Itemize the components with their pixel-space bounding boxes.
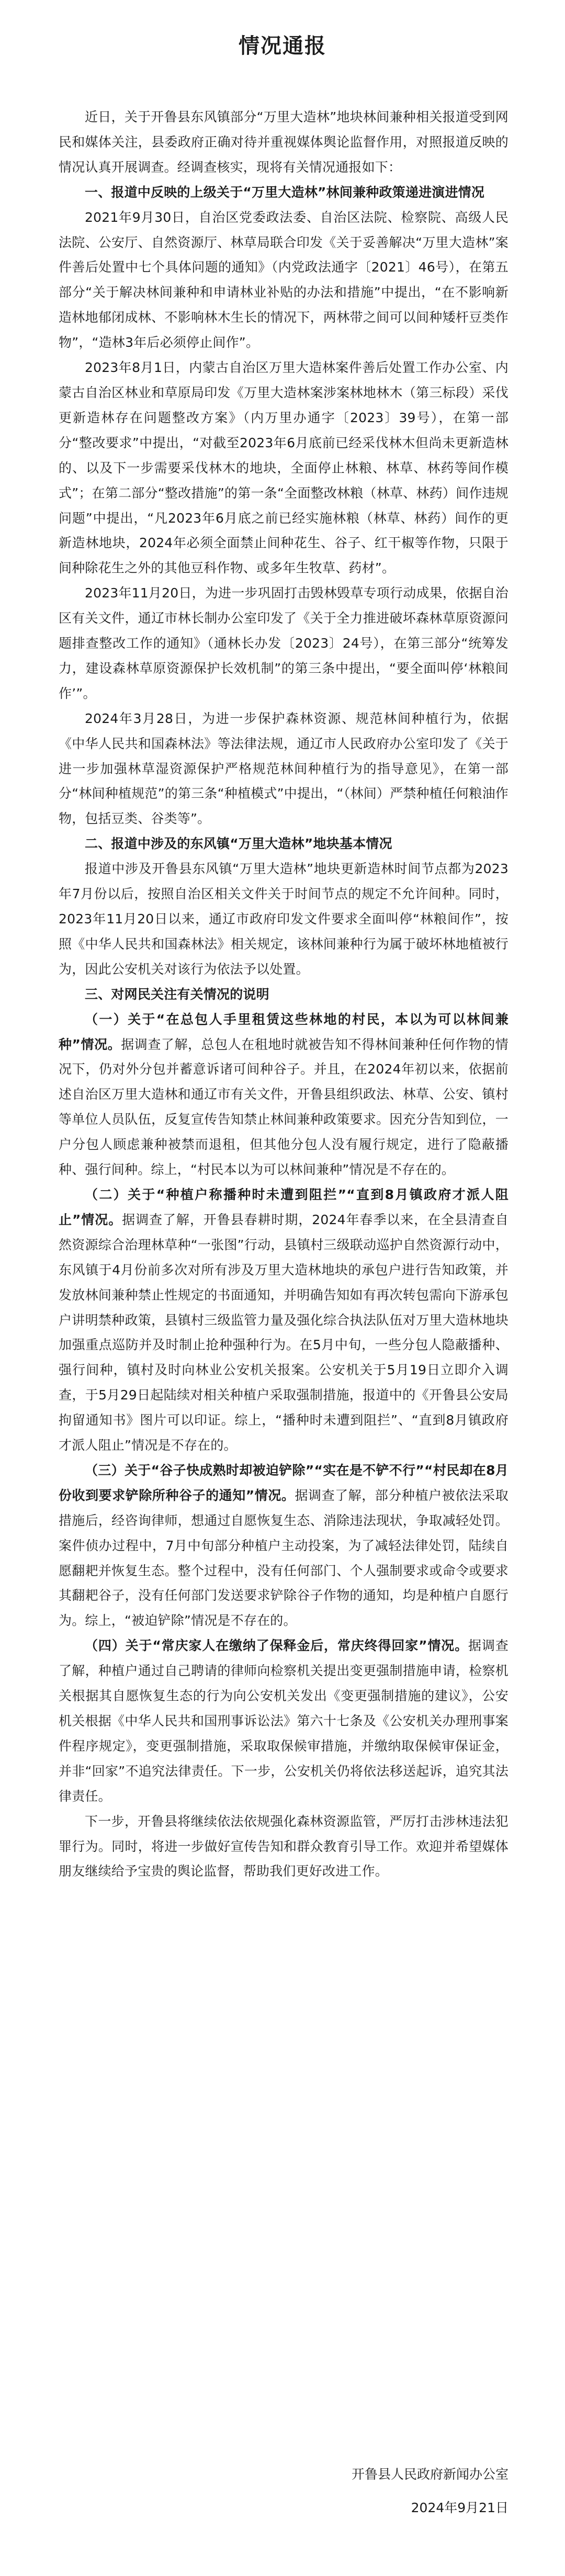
item-3-paragraph <box>59 1458 508 1633</box>
item-2-body: 据调查了解，开鲁县春耕时期，2024年春季以来，在全县清查自然资源综合治理林草种“一张图”行动，县镇村三级联动巡护自然资源行动中，东风镇于4月份前多次对所有涉及万里大造林地块的承包户进行告知政策，并发放林间兼种禁止性规定的书面通知，并明确告知如有再次转包需向下游承包户讲明禁种政策，县镇村三级监管力量及强化综合执法队伍对万里大造林地块加强重点巡防并及时制止抢种强种行为。在5月中旬，一些分包人隐蔽播种、强行间种，镇村及时向林业公安机关报案。公安机关于5月19日立即介入调查，于5月29日起陆续对相关种植户采取强制措施，报道中的《开鲁县公安局拘留通知书》图片可以印证。综上，“播种时未遭到阻拦”、“直到8月镇政府才派人阻止”情况是不存在的。 <box>59 1212 508 1453</box>
section-2-paragraph-1: 报道中涉及开鲁县东风镇“万里大造林”地块更新造林时间节点都为2023年7月份以后，按照自治区相关文件关于时间节点的规定不允许间种。同时，2023年11月20日以来，通辽市政府印发文件要求全面叫停“林粮间作”，按照《中华人民共和国森林法》相关规定，该林间兼种行为属于破坏林地植被行为，因此公安机关对该行为依法予以处置。 <box>59 861 508 977</box>
section-1-paragraph-1: 2021年9月30日，自治区党委政法委、自治区法院、检察院、高级人民法院、公安厅、自然资源厅、林草局联合印发《关于妥善解决“万里大造林”案件善后处置中七个具体问题的通知》（内党政法通字〔2021〕46号），在第五部分“关于解决林间兼种和申请林业补贴的办法和措施”中提出，“在不影响新造林地郁闭成林、不影响林木生长的情况下，两林带之间可以间种矮杆豆类作物”，“造林3年后必须停止间作”。 <box>59 209 508 351</box>
document-body <box>59 105 508 1884</box>
item-4-paragraph <box>59 1633 508 1809</box>
item-4-body: 据调查了解，种植户通过自己聘请的律师向检察机关提出变更强制措施申请，检察机关根据其自愿恢复生态的行为向公安机关发出《变更强制措施的建议》，公安机关根据《中华人民共和国刑事诉讼法》第六十七条及《公安机关办理刑事案件程序规定》，变更强制措施，采取取保候审措施，并缴纳取保候审保证金，并非“回家”不追究法律责任。下一步，公安机关仍将依法移送起诉，追究其法律责任。 <box>59 1638 508 1804</box>
item-1-body: 据调查了解，总包人在租地时就被告知不得林间兼种任何作物的情况下，仍对外分包并蓄意诉诸可间种谷子。并且，在2024年初以来，依据前述自治区万里大造林和通辽市有关文件，开鲁县组织政法、林草、公安、镇村等单位人员队伍，反复宣传告知禁止林间兼种政策要求。因充分告知到位，一户分包人顾虑兼种被禁而退租，但其他分包人没有履行规定，进行了隐蔽播种、强行间种。综上，“村民本以为可以林间兼种”情况是不存在的。 <box>59 1036 508 1178</box>
section-1-heading: 一、报道中反映的上级关于“万里大造林”林间兼种政策递进演进情况 <box>85 184 485 200</box>
document-title: 情况通报 <box>239 34 326 58</box>
signature-organization: 开鲁县人民政府新闻办公室 <box>351 2467 508 2482</box>
section-1-paragraph-2: 2023年8月1日，内蒙古自治区万里大造林案件善后处置工作办公室、内蒙古自治区林业和草原局印发《万里大造林案涉案林地林木（第三标段）采伐更新造林存在问题整改方案》（内万里办通字〔2023〕39号），在第一部分“整改要求”中提出，“对截至2023年6月底前已经采伐林木但尚未更新造林的、以及下一步需要采伐林木的地块，全面停止林粮、林草、林药等间作模式”；在第二部分“整改措施”的第一条“全面整改林粮（林草、林药）间作违规问题”中提出，“凡2023年6月底之前已经实施林粮（林草、林药）间作的更新造林地块，2024年必须全面禁止间种花生、谷子、红干椒等作物，只限于间种除花生之外的其他豆科作物、或多年生牧草、药材”。 <box>59 360 508 576</box>
item-3-body: 据调查了解，部分种植户被依法采取措施后，经咨询律师，想通过自愿恢复生态、消除违法现状，争取减轻处罚。案件侦办过程中，7月中旬部分种植户主动投案，为了减轻法律处罚，陆续自愿翻耙并恢复生态。整个过程中，没有任何部门、个人强制要求或命令或要求其翻耙谷子，没有任何部门发送要求铲除谷子作物的通知，均是种植户自愿行为。综上，“被迫铲除”情况是不存在的。 <box>59 1487 508 1629</box>
item-4-title: （四）关于“常庆家人在缴纳了保释金后，常庆终得回家”情况。 <box>85 1638 469 1654</box>
item-2-title: （二）关于“种植户称播种时未遭到阻拦”“直到8月镇政府才派人阻止”情况。 <box>59 1187 508 1227</box>
section-1-paragraph-4: 2024年3月28日，为进一步保护森林资源、规范林间种植行为，依据《中华人民共和国森林法》等法律法规，通辽市人民政府办公室印发了《关于进一步加强林草湿资源保护严格规范林间种植行为的指导意见》，在第一部分“林间种植规范”的第三条“种植模式”中提出，“（林间）严禁种植任何粮油作物，包括豆类、谷类等”。 <box>59 710 508 827</box>
signature-date: 2024年9月21日 <box>411 2500 508 2515</box>
item-1-paragraph <box>59 1007 508 1182</box>
intro-paragraph: 近日，关于开鲁县东风镇部分“万里大造林”地块林间兼种相关报道受到网民和媒体关注，县委政府正确对待并重视媒体舆论监督作用，对照报道反映的情况认真开展调查。经调查核实，现将有关情况通报如下： <box>59 109 508 175</box>
item-1-title: （一）关于“在总包人手里租赁这些林地的村民，本以为可以林间兼种”情况。 <box>59 1011 508 1052</box>
item-3-title: （三）关于“谷子快成熟时却被迫铲除”“实在是不铲不行”“村民却在8月份收到要求铲除所种谷子的通知”情况。 <box>59 1462 508 1503</box>
item-2-paragraph <box>59 1182 508 1458</box>
closing-paragraph: 下一步，开鲁县将继续依法依规强化森林资源监管，严厉打击涉林违法犯罪行为。同时，将进一步做好宣传告知和群众教育引导工作。欢迎并希望媒体朋友继续给予宝贵的舆论监督，帮助我们更好改进工作。 <box>59 1813 508 1879</box>
section-3-heading: 三、对网民关注有关情况的说明 <box>85 986 269 1002</box>
section-2-heading: 二、报道中涉及的东风镇“万里大造林”地块基本情况 <box>85 836 392 852</box>
section-1-paragraph-3: 2023年11月20日，为进一步巩固打击毁林毁草专项行动成果，依据自治区有关文件，通辽市林长制办公室印发了《关于全力推进破坏森林草原资源问题排查整改工作的通知》（通林长办发〔2023〕24号），在第三部分“统筹发力，建设森林草原资源保护长效机制”的第三条中提出，“要全面叫停‘林粮间作’”。 <box>59 585 508 701</box>
